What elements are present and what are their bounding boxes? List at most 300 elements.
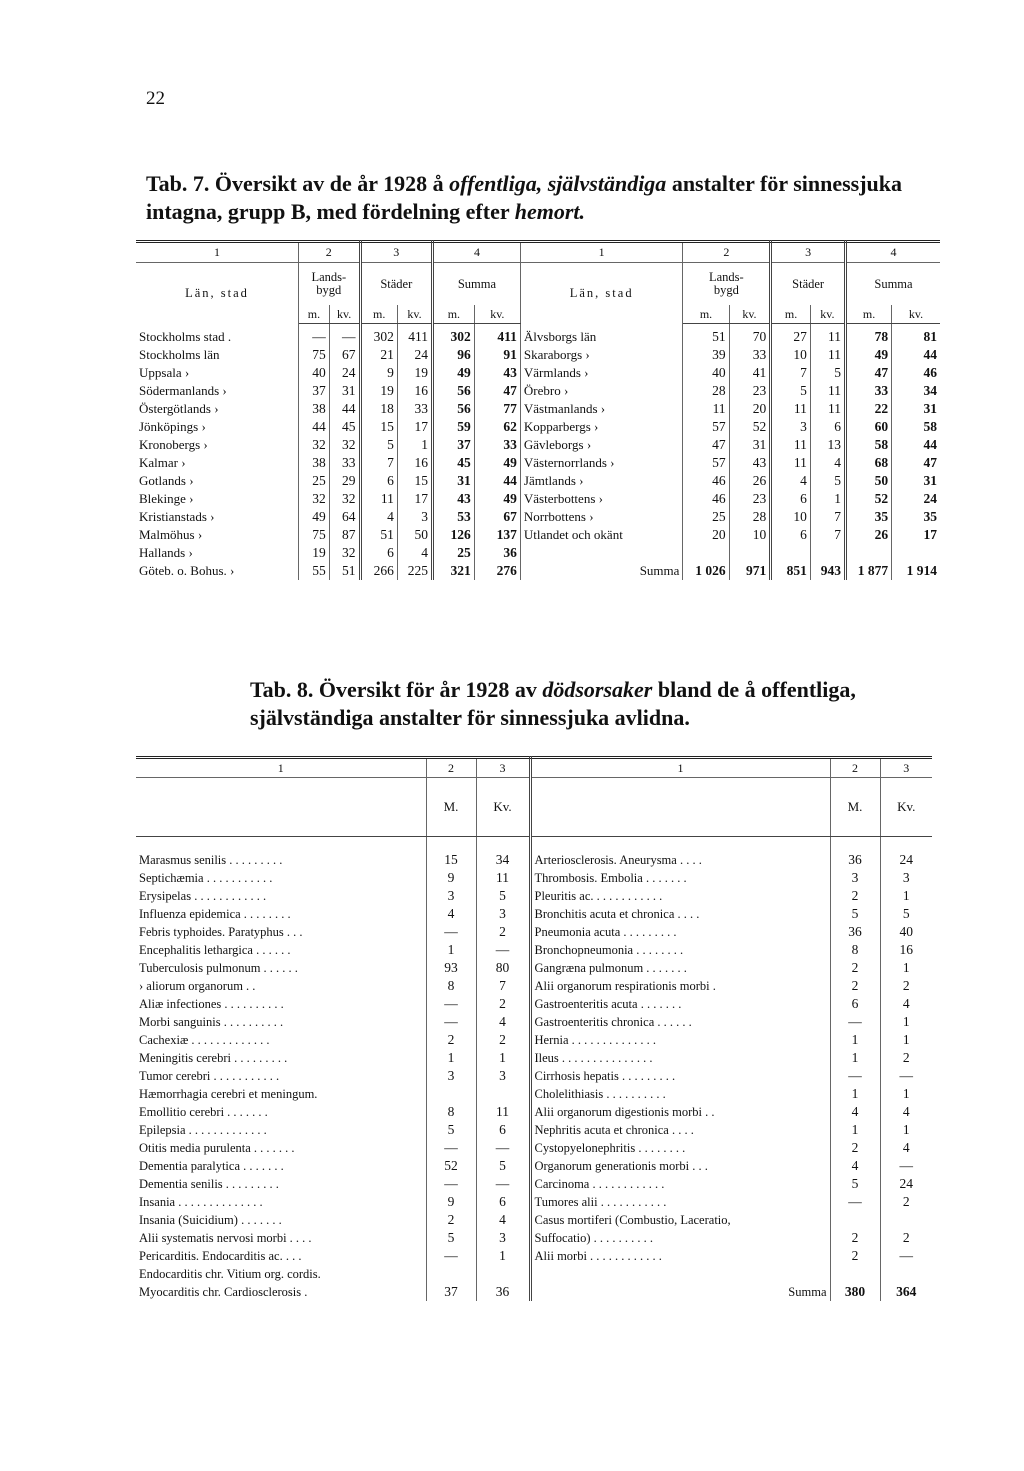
tab8-cell-kv: — [476, 941, 530, 959]
tab8-colnum: 1 [530, 758, 830, 778]
tab7-cell: 44 [329, 400, 360, 418]
tab7-row-label: Blekinge › [136, 490, 299, 508]
tab7-cell [810, 544, 845, 562]
tab7-row [136, 562, 940, 580]
tab8-cause-label: Bronchitis acuta et chronica . . . . [530, 905, 830, 923]
tab8-head-m: M. [426, 778, 476, 837]
tab7-cell: 53 [433, 508, 475, 526]
tab8-cell-m: 3 [426, 1067, 476, 1085]
tab7-cell: 7 [360, 454, 397, 472]
tab7-cell: 27 [771, 324, 811, 347]
tab7-cell: 25 [299, 472, 330, 490]
tab8-mk-row [136, 778, 932, 837]
tab8-cell-m: 2 [830, 1229, 880, 1247]
tab8-cell-kv: 1 [476, 1247, 530, 1265]
tab8-cause-label: Alii organorum digestionis morbi . . [530, 1103, 830, 1121]
tab7-head-m: m. [845, 305, 891, 324]
tab8-row [136, 1121, 932, 1139]
tab7-row-label: Utlandet och okänt [520, 526, 683, 544]
tab8-cell-kv: 1 [902, 1086, 910, 1101]
tab8-cell-m: 5 [426, 1121, 476, 1139]
tab7-cell: 19 [360, 382, 397, 400]
tab8-cell-kv: 36 [476, 1283, 530, 1301]
tab7-row-label: Värmlands › [520, 364, 683, 382]
tab8-cause-label: Erysipelas . . . . . . . . . . . . [136, 887, 426, 905]
tab8-cause-label: Morbi sanguinis . . . . . . . . . . [136, 1013, 426, 1031]
tab8-head-kv: Kv. [880, 778, 932, 837]
tab7-cell: 44 [923, 347, 937, 362]
tab7-cell: 37 [299, 382, 330, 400]
tab8-cell-kv: 3 [476, 1067, 530, 1085]
tab7-colnum: 4 [433, 242, 521, 263]
tab8-cell-m: 93 [426, 959, 476, 977]
tab8-cause-label: Hernia . . . . . . . . . . . . . . [530, 1031, 830, 1049]
tab8-cause-label: Epilepsia . . . . . . . . . . . . . [136, 1121, 426, 1139]
tab7-cell: 126 [433, 526, 475, 544]
tab7-cell: 137 [474, 526, 520, 544]
tab8-title-pre: Tab. 8. Översikt för år 1928 av [250, 677, 543, 702]
tab7-summa-label: Summa [520, 562, 683, 580]
tab8-row [136, 887, 932, 905]
tab7-row [136, 418, 940, 436]
tab8-row [136, 1157, 932, 1175]
tab7-cell: 25 [433, 544, 475, 562]
tab8-cause-label: Thrombosis. Embolia . . . . . . . [530, 869, 830, 887]
tab7-cell: 44 [923, 437, 937, 452]
tab7-cell: 43 [433, 490, 475, 508]
tab8-cell-kv: 5 [476, 1157, 530, 1175]
tab7-head-m: m. [360, 305, 397, 324]
tab8-cell-kv: — [899, 1248, 913, 1263]
tab7-row-label: Uppsala › [136, 364, 299, 382]
tab7-cell: 11 [771, 436, 811, 454]
tab7-row-label: Kristianstads › [136, 508, 299, 526]
tab8-head-m: M. [830, 778, 880, 837]
tab7-cell: 26 [729, 472, 771, 490]
tab7-head-kv: kv. [810, 305, 845, 324]
tab8-cause-label: Encephalitis lethargica . . . . . . [136, 941, 426, 959]
tab8-cause-label: Febris typhoides. Paratyphus . . . [136, 923, 426, 941]
tab7-cell: 16 [397, 454, 432, 472]
tab7-head-stader: Städer [771, 263, 846, 306]
tab7-cell: 44 [299, 418, 330, 436]
tab8-cause-label: Aliæ infectiones . . . . . . . . . . [136, 995, 426, 1013]
tab8-cell-m: 3 [830, 869, 880, 887]
tab7-cell: 29 [329, 472, 360, 490]
tab7-head-lan: Län, stad [520, 263, 683, 324]
tab8-cause-label: Alii morbi . . . . . . . . . . . . [530, 1247, 830, 1265]
tab7-cell: 6 [771, 526, 811, 544]
tab8-cell-m: — [426, 1013, 476, 1031]
tab7-cell: 55 [299, 562, 330, 580]
tab8-cell-kv: 2 [902, 1194, 910, 1209]
tab8-cell-kv: 4 [902, 1104, 910, 1119]
tab8-cell-kv: 24 [899, 1176, 913, 1191]
tab7-cell: 37 [433, 436, 475, 454]
tab7-cell: — [299, 324, 330, 347]
tab8-cell-m: 1 [830, 1031, 880, 1049]
tab8-cause-label: Tumor cerebri . . . . . . . . . . . [136, 1067, 426, 1085]
tab7-body [136, 324, 940, 581]
tab8-cell-kv: 2 [476, 1031, 530, 1049]
tab7-cell [771, 544, 811, 562]
tab7-cell: 13 [810, 436, 845, 454]
tab8-cell-kv: 16 [899, 942, 913, 957]
tab7-cell: 7 [771, 364, 811, 382]
tab8-cell-kv [880, 1211, 932, 1229]
tab7-cell: 9 [360, 364, 397, 382]
tab7-cell: 31 [433, 472, 475, 490]
tab8-cell-m: 52 [426, 1157, 476, 1175]
tab7-cell: 411 [397, 324, 432, 347]
tab8-body [136, 837, 932, 1302]
tab8-colnum-row [136, 758, 932, 778]
tab7-head-m: m. [771, 305, 811, 324]
tab7-row [136, 324, 940, 347]
tab7-cell: 39 [683, 346, 729, 364]
tab7-cell: 15 [397, 472, 432, 490]
tab8-head-blank [136, 778, 426, 837]
tab7-cell: 51 [683, 324, 729, 347]
tab7-colnum: 3 [771, 242, 846, 263]
tab7-cell: 78 [845, 324, 891, 347]
tab7-cell: 33 [729, 346, 771, 364]
tab8-cell-m: 3 [426, 887, 476, 905]
tab8-cell-m: — [830, 1193, 880, 1211]
tab7-cell: 49 [299, 508, 330, 526]
tab7-cell: 20 [683, 526, 729, 544]
tab7-cell [845, 544, 891, 562]
tab7-cell: 10 [729, 526, 771, 544]
tab7-cell: 31 [923, 401, 937, 416]
tab7-row-label: Älvsborgs län [520, 324, 683, 347]
tab8-row [136, 1247, 932, 1265]
tab8-cell-kv: 34 [476, 837, 530, 870]
tab7-cell: 11 [810, 382, 845, 400]
tab8-cell-kv: 5 [476, 887, 530, 905]
tab8-cell-kv: 2 [902, 1230, 910, 1245]
tab7-row-label: Norrbottens › [520, 508, 683, 526]
tab7-head-kv: kv. [729, 305, 771, 324]
tab8-row [136, 1265, 932, 1283]
tab8-cell-m: 4 [426, 905, 476, 923]
tab8-row [136, 1211, 932, 1229]
tab7-head-stader: Städer [360, 263, 432, 306]
tab8-cell-kv: 1 [476, 1049, 530, 1067]
tab8-cell-m: 8 [426, 1103, 476, 1121]
tab8-cause-label: Cystopyelonephritis . . . . . . . . [530, 1139, 830, 1157]
tab7-cell: 49 [474, 454, 520, 472]
tab7-cell: 11 [771, 400, 811, 418]
tab7-cell: 91 [474, 346, 520, 364]
tab8-row [136, 1013, 932, 1031]
tab7-cell: 23 [729, 490, 771, 508]
tab8-row [136, 977, 932, 995]
tab7-cell: 3 [397, 508, 432, 526]
tab7-cell: 20 [729, 400, 771, 418]
tab7-head-m: m. [683, 305, 729, 324]
tab8-cell-kv: — [899, 1068, 913, 1083]
tab8-cause-label [530, 1265, 830, 1283]
tab8-cell-kv [476, 1085, 530, 1103]
tab8-summa-m: 380 [830, 1283, 880, 1301]
tab7-cell: 302 [360, 324, 397, 347]
tab8-cell-m [830, 1211, 880, 1229]
tab8-cause-label: Meningitis cerebri . . . . . . . . . [136, 1049, 426, 1067]
tab8-cause-label: Alii systematis nervosi morbi . . . . [136, 1229, 426, 1247]
tab7-cell: 60 [845, 418, 891, 436]
tab8-cell-m: 2 [426, 1211, 476, 1229]
tab8-cause-label: Dementia senilis . . . . . . . . . [136, 1175, 426, 1193]
tab7-cell: 11 [771, 454, 811, 472]
tab8-cell-m: 15 [426, 837, 476, 870]
tab7-row-label: Stockholms län [136, 346, 299, 364]
tab7-title-italic-2: hemort. [514, 199, 586, 224]
tab8-cause-label: Tuberculosis pulmonum . . . . . . [136, 959, 426, 977]
tab8-cause-label: Nephritis acuta et chronica . . . . [530, 1121, 830, 1139]
tab7-cell: 11 [810, 400, 845, 418]
tab8-cell-kv: 6 [476, 1121, 530, 1139]
tab7-head-m: m. [299, 305, 330, 324]
tab8-cell-kv: — [476, 1175, 530, 1193]
tab7-cell: 31 [923, 473, 937, 488]
tab8-cell-m: 1 [426, 1049, 476, 1067]
tab7-cell: 38 [299, 454, 330, 472]
tab7-cell: 24 [329, 364, 360, 382]
tab8-cell-m: 2 [830, 887, 880, 905]
tab7-cell: 6 [771, 490, 811, 508]
tab7-head-landsbygd: Lands- bygd [299, 263, 361, 306]
tab7-cell: 15 [360, 418, 397, 436]
tab7-colnum: 2 [683, 242, 771, 263]
tab7-cell: 67 [329, 346, 360, 364]
tab8-cell-m: 9 [426, 1193, 476, 1211]
tab8-cell-m: 2 [830, 1139, 880, 1157]
tab8-cell-m: 8 [426, 977, 476, 995]
tab8-cause-label: Gastroenteritis acuta . . . . . . . [530, 995, 830, 1013]
tab8-cell-m: 2 [426, 1031, 476, 1049]
tab8-cell-kv: 2 [902, 1050, 910, 1065]
tab7-cell: 45 [433, 454, 475, 472]
tab7-row [136, 364, 940, 382]
tab7-cell: 5 [360, 436, 397, 454]
tab8-cell-m: 5 [830, 905, 880, 923]
tab7-row [136, 400, 940, 418]
tab7-cell: 4 [360, 508, 397, 526]
tab7-cell: 10 [771, 346, 811, 364]
tab8-cell-m: — [426, 1175, 476, 1193]
tab7-cell: 6 [360, 544, 397, 562]
tab7-cell: 62 [474, 418, 520, 436]
tab7-cell: 49 [433, 364, 475, 382]
tab7-cell: 47 [683, 436, 729, 454]
tab7-cell: 59 [433, 418, 475, 436]
tab7-row-label: Kopparbergs › [520, 418, 683, 436]
tab7-head-kv: kv. [329, 305, 360, 324]
tab7-row-label [520, 544, 683, 562]
tab7-cell: 11 [810, 324, 845, 347]
tab8-row [136, 1229, 932, 1247]
tab8-row [136, 1283, 932, 1301]
tab8-row [136, 941, 932, 959]
tab7-cell [683, 544, 729, 562]
tab7-row [136, 544, 940, 562]
tab8-cell-m: — [426, 995, 476, 1013]
tab7-title-pre: Tab. 7. Översikt av de år 1928 å [146, 171, 450, 196]
tab7-summa-cell: 1 877 [845, 562, 891, 580]
tab7-cell: 5 [810, 364, 845, 382]
tab8-row [136, 905, 932, 923]
tab7-cell: 17 [397, 418, 432, 436]
tab8-cause-label: Carcinoma . . . . . . . . . . . . [530, 1175, 830, 1193]
tab7-colnum: 1 [520, 242, 683, 263]
tab8-cause-label: Emollitio cerebri . . . . . . . [136, 1103, 426, 1121]
tab7-cell: 64 [329, 508, 360, 526]
tab7-cell: 47 [474, 382, 520, 400]
tab8-cause-label: Hæmorrhagia cerebri et meningum. [136, 1085, 426, 1103]
tab7-head-kv: kv. [892, 305, 940, 324]
tab7-row [136, 382, 940, 400]
tab7-row [136, 490, 940, 508]
tab7-cell: 17 [397, 490, 432, 508]
tab7-cell: 40 [683, 364, 729, 382]
tab8-cell-kv: 4 [902, 996, 910, 1011]
tab7-cell: 23 [729, 382, 771, 400]
tab8-cell-m: 5 [426, 1229, 476, 1247]
tab7-cell: 52 [729, 418, 771, 436]
tab7-cell: 22 [845, 400, 891, 418]
tab7-table [136, 240, 940, 580]
tab8-cell-m: — [426, 1139, 476, 1157]
tab7-cell: 75 [299, 526, 330, 544]
tab7-cell: 46 [923, 365, 937, 380]
tab7-cell: 58 [845, 436, 891, 454]
tab8-cell-m: 4 [830, 1157, 880, 1175]
tab8-cell-kv: 80 [476, 959, 530, 977]
tab7-cell: 75 [299, 346, 330, 364]
tab8-cell-m [830, 1265, 880, 1283]
tab8-title-post: bland de å offentliga, självständiga anstalter för sinnessjuka avlidna. [250, 677, 856, 730]
tab8-row [136, 1085, 932, 1103]
tab7-cell: 26 [845, 526, 891, 544]
tab8-cell-m: 2 [830, 977, 880, 995]
tab8-cause-label: Casus mortiferi (Combustio, Laceratio, [530, 1211, 830, 1229]
tab7-row [136, 526, 940, 544]
tab7-cell: 302 [433, 324, 475, 347]
tab7-cell: 87 [329, 526, 360, 544]
tab7-cell: 45 [329, 418, 360, 436]
tab8-title [250, 676, 970, 732]
tab7-cell: 32 [329, 544, 360, 562]
tab8-row [136, 1193, 932, 1211]
tab7-header-row [136, 263, 940, 306]
tab7-cell: 33 [474, 436, 520, 454]
tab8-cause-label: Cirrhosis hepatis . . . . . . . . . [530, 1067, 830, 1085]
tab8-cell-kv: 40 [899, 924, 913, 939]
tab7-cell: 36 [474, 544, 520, 562]
tab7-cell: 266 [360, 562, 397, 580]
tab8-cell-kv: 4 [476, 1013, 530, 1031]
tab7-cell: 11 [360, 490, 397, 508]
tab7-cell: 1 [810, 490, 845, 508]
tab8-cause-label: › aliorum organorum . . [136, 977, 426, 995]
tab7-row-label: Göteb. o. Bohus. › [136, 562, 299, 580]
tab7-cell: 4 [771, 472, 811, 490]
tab7-cell: 6 [810, 418, 845, 436]
tab7-row-label: Västmanlands › [520, 400, 683, 418]
tab8-cell-kv: 1 [902, 1014, 910, 1029]
tab8-cell-m: 37 [426, 1283, 476, 1301]
tab7-row-label: Örebro › [520, 382, 683, 400]
tab8-row [136, 1067, 932, 1085]
tab7-title-mid: anstalter för sinnessjuka intagna, grupp B, med fördelning efter [146, 171, 903, 224]
tab7-cell: 17 [923, 527, 937, 542]
tab8-row [136, 1175, 932, 1193]
tab8-cause-label: Cachexiæ . . . . . . . . . . . . . [136, 1031, 426, 1049]
tab7-cell: 24 [397, 346, 432, 364]
tab8-cell-kv: 2 [476, 995, 530, 1013]
tab7-row-label: Kronobergs › [136, 436, 299, 454]
tab7-head-summa: Summa [433, 263, 521, 306]
tab8-cell-m: 6 [830, 995, 880, 1013]
tab7-cell: 7 [810, 526, 845, 544]
tab7-summa-cell: 971 [729, 562, 771, 580]
tab7-cell: 11 [683, 400, 729, 418]
tab8-colnum: 2 [830, 758, 880, 778]
tab8-row [136, 1139, 932, 1157]
tab7-row-label: Hallands › [136, 544, 299, 562]
tab7-cell: 51 [329, 562, 360, 580]
tab7-cell: 35 [845, 508, 891, 526]
tab8-cell-m: 2 [830, 1247, 880, 1265]
tab7-cell: 7 [810, 508, 845, 526]
tab8-head-blank [530, 778, 830, 837]
tab8-head-kv: Kv. [476, 778, 530, 837]
tab7-cell: 81 [923, 329, 937, 344]
tab7-cell: 32 [329, 436, 360, 454]
tab7-cell: 38 [299, 400, 330, 418]
tab7-cell: 47 [845, 364, 891, 382]
tab7-row-label: Kalmar › [136, 454, 299, 472]
tab8-cell-m: 2 [830, 959, 880, 977]
tab8-row [136, 1031, 932, 1049]
tab7-cell: 33 [845, 382, 891, 400]
tab7-cell: 41 [729, 364, 771, 382]
tab7-cell: 21 [360, 346, 397, 364]
tab8-cell-kv: 4 [476, 1211, 530, 1229]
tab7-row [136, 454, 940, 472]
tab7-row [136, 346, 940, 364]
tab7-colnum-row [136, 242, 940, 263]
tab8-row [136, 869, 932, 887]
tab7-cell [892, 544, 940, 562]
tab7-row-label: Västernorrlands › [520, 454, 683, 472]
tab7-colnum: 2 [299, 242, 361, 263]
tab8-cell-kv: 1 [902, 888, 910, 903]
tab8-cell-m: 5 [830, 1175, 880, 1193]
tab7-cell: 225 [397, 562, 432, 580]
tab8-cause-label: Ileus . . . . . . . . . . . . . . . [530, 1049, 830, 1067]
tab7-cell: 276 [474, 562, 520, 580]
tab8-cell-kv: 2 [476, 923, 530, 941]
tab7-cell: 56 [433, 400, 475, 418]
tab8-cell-m: 1 [426, 941, 476, 959]
tab7-colnum: 1 [136, 242, 299, 263]
tab7-cell: 57 [683, 454, 729, 472]
tab8-cell-kv: — [476, 1139, 530, 1157]
tab7-colnum: 4 [845, 242, 940, 263]
tab7-summa-cell: 943 [810, 562, 845, 580]
